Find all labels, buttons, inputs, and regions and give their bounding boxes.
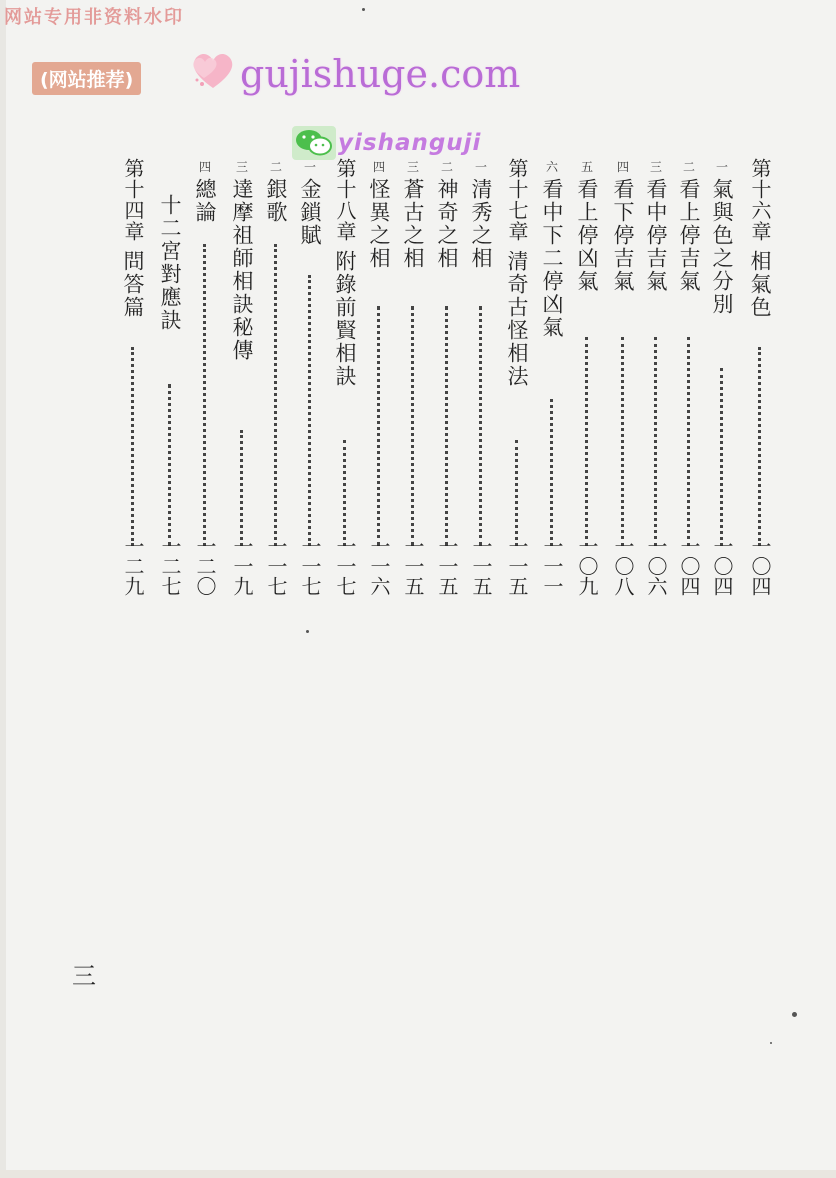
speck xyxy=(306,630,309,633)
toc-entry-title: 看上停吉氣 xyxy=(677,178,701,293)
toc-leader-dots xyxy=(479,306,486,546)
toc-leader-dots xyxy=(274,244,281,546)
toc-entry-title: 神奇之相 xyxy=(435,178,459,270)
toc-leader-dots xyxy=(131,347,138,546)
toc-leader-dots xyxy=(308,275,315,546)
toc-entry xyxy=(295,158,325,598)
toc-entry-page: 一〇六 xyxy=(644,536,668,596)
toc-leader-dots xyxy=(687,337,694,546)
watermark-wechat-name: yishanguji xyxy=(338,130,482,156)
toc-entry-title: 總論 xyxy=(193,178,217,224)
toc-leader-dots xyxy=(550,399,557,546)
toc-entry-title: 問答篇 xyxy=(121,250,145,319)
toc-entry-page: 一〇四 xyxy=(748,536,772,596)
toc-leader-dots xyxy=(585,337,592,546)
toc-entry-title: 看下停吉氣 xyxy=(611,178,635,293)
toc-entry-title: 蒼古之相 xyxy=(401,178,425,270)
toc-entry-number: 一 xyxy=(474,160,487,174)
toc-entry-page: 一一五 xyxy=(469,536,493,596)
toc-entry xyxy=(641,158,671,598)
toc-entry-page: 一一一 xyxy=(540,536,564,596)
toc-entry-page: 一〇四 xyxy=(677,536,701,596)
toc-entry-page: 一〇九 xyxy=(575,536,599,596)
toc-entry xyxy=(537,158,567,598)
toc-entry-page: 一〇八 xyxy=(611,536,635,596)
toc-entry xyxy=(190,158,220,598)
watermark-badge: (网站推荐) xyxy=(32,62,141,95)
page-edge-bottom xyxy=(0,1170,836,1178)
toc-entry-page: 一一六 xyxy=(367,536,391,596)
toc-entry-title: 金鎖賦 xyxy=(298,178,322,247)
toc-entry xyxy=(466,158,496,598)
toc-chapter-label: 第十六章 xyxy=(748,158,772,242)
toc-entry-number: 二 xyxy=(269,160,282,174)
toc-entry xyxy=(707,158,737,598)
toc-entry-page: 一二九 xyxy=(121,536,145,596)
toc-entry-title: 相氣色 xyxy=(748,250,772,319)
toc-leader-dots xyxy=(654,337,661,546)
toc-leader-dots xyxy=(343,440,350,546)
toc-leader-dots xyxy=(720,368,727,546)
toc-entry-page: 一〇四 xyxy=(710,536,734,596)
toc-entry-number: 四 xyxy=(198,160,211,174)
toc-leader-dots xyxy=(445,306,452,546)
toc-entry-page: 一一九 xyxy=(230,536,254,596)
toc-entry xyxy=(572,158,602,598)
toc-entry xyxy=(745,158,775,598)
toc-entry-title: 達摩祖師相訣秘傳 xyxy=(230,178,254,362)
toc-entry-title: 清秀之相 xyxy=(469,178,493,270)
toc-entry xyxy=(364,158,394,598)
toc-entry-number: 一 xyxy=(303,160,316,174)
toc-entry xyxy=(502,158,532,598)
toc-entry-title: 怪異之相 xyxy=(367,178,391,270)
speck xyxy=(362,8,365,11)
page-edge xyxy=(0,0,6,1178)
heart-icon xyxy=(188,48,238,92)
toc-entry xyxy=(155,158,185,598)
toc-entry xyxy=(608,158,638,598)
toc-entry-page: 一二〇 xyxy=(193,536,217,596)
toc-chapter-label: 第十四章 xyxy=(121,158,145,242)
toc-entry-number: 三 xyxy=(649,160,662,174)
toc-entry xyxy=(432,158,462,598)
toc-entry xyxy=(330,158,360,598)
toc-entry-page: 一一五 xyxy=(505,536,529,596)
toc-entry-title: 看上停凶氣 xyxy=(575,178,599,293)
toc-chapter-label: 第十八章 xyxy=(333,158,357,242)
toc-entry-number: 二 xyxy=(682,160,695,174)
toc-entry-page: 一二七 xyxy=(158,536,182,596)
toc-entry-page: 一一七 xyxy=(298,536,322,596)
toc-entry-page: 一一五 xyxy=(435,536,459,596)
toc-entry-number: 五 xyxy=(580,160,593,174)
toc-entry-title: 清奇古怪相法 xyxy=(505,250,529,388)
toc-entry-title: 附錄前賢相訣 xyxy=(333,250,357,388)
toc-entry-title: 看中下二停凶氣 xyxy=(540,178,564,339)
toc-entry xyxy=(261,158,291,598)
toc-entry-page: 一一五 xyxy=(401,536,425,596)
toc-entry-number: 四 xyxy=(616,160,629,174)
toc-entry-title: 看中停吉氣 xyxy=(644,178,668,293)
toc-leader-dots xyxy=(240,430,247,546)
toc-entry-title: 氣與色之分別 xyxy=(710,178,734,316)
toc-entry-number: 三 xyxy=(235,160,248,174)
toc-entry-number: 三 xyxy=(406,160,419,174)
toc-chapter-label: 第十七章 xyxy=(505,158,529,242)
page-folio: 三 xyxy=(72,962,96,990)
speck xyxy=(792,1012,797,1017)
toc-leader-dots xyxy=(621,337,628,546)
toc-entry-number: 一 xyxy=(715,160,728,174)
toc-leader-dots xyxy=(515,440,522,546)
toc-entry-title: 銀歌 xyxy=(264,178,288,224)
speck xyxy=(770,1042,772,1044)
toc-entry xyxy=(398,158,428,598)
watermark-site: gujishuge.com xyxy=(240,52,521,96)
toc-entry-number: 二 xyxy=(440,160,453,174)
toc-entry xyxy=(118,158,148,598)
toc-entry xyxy=(227,158,257,598)
toc-entry-page: 一一七 xyxy=(333,536,357,596)
watermark-top-text: 网站专用非资料水印 xyxy=(4,7,184,28)
toc-entry-number: 四 xyxy=(372,160,385,174)
toc-leader-dots xyxy=(377,306,384,546)
toc-leader-dots xyxy=(168,384,175,546)
toc-leader-dots xyxy=(411,306,418,546)
toc-entry xyxy=(674,158,704,598)
wechat-icon xyxy=(292,126,336,160)
toc-leader-dots xyxy=(203,244,210,546)
toc-entry-number: 六 xyxy=(545,160,558,174)
toc-entry-title: 十二宮對應訣 xyxy=(158,194,182,332)
toc-leader-dots xyxy=(758,347,765,546)
toc-entry-page: 一一七 xyxy=(264,536,288,596)
